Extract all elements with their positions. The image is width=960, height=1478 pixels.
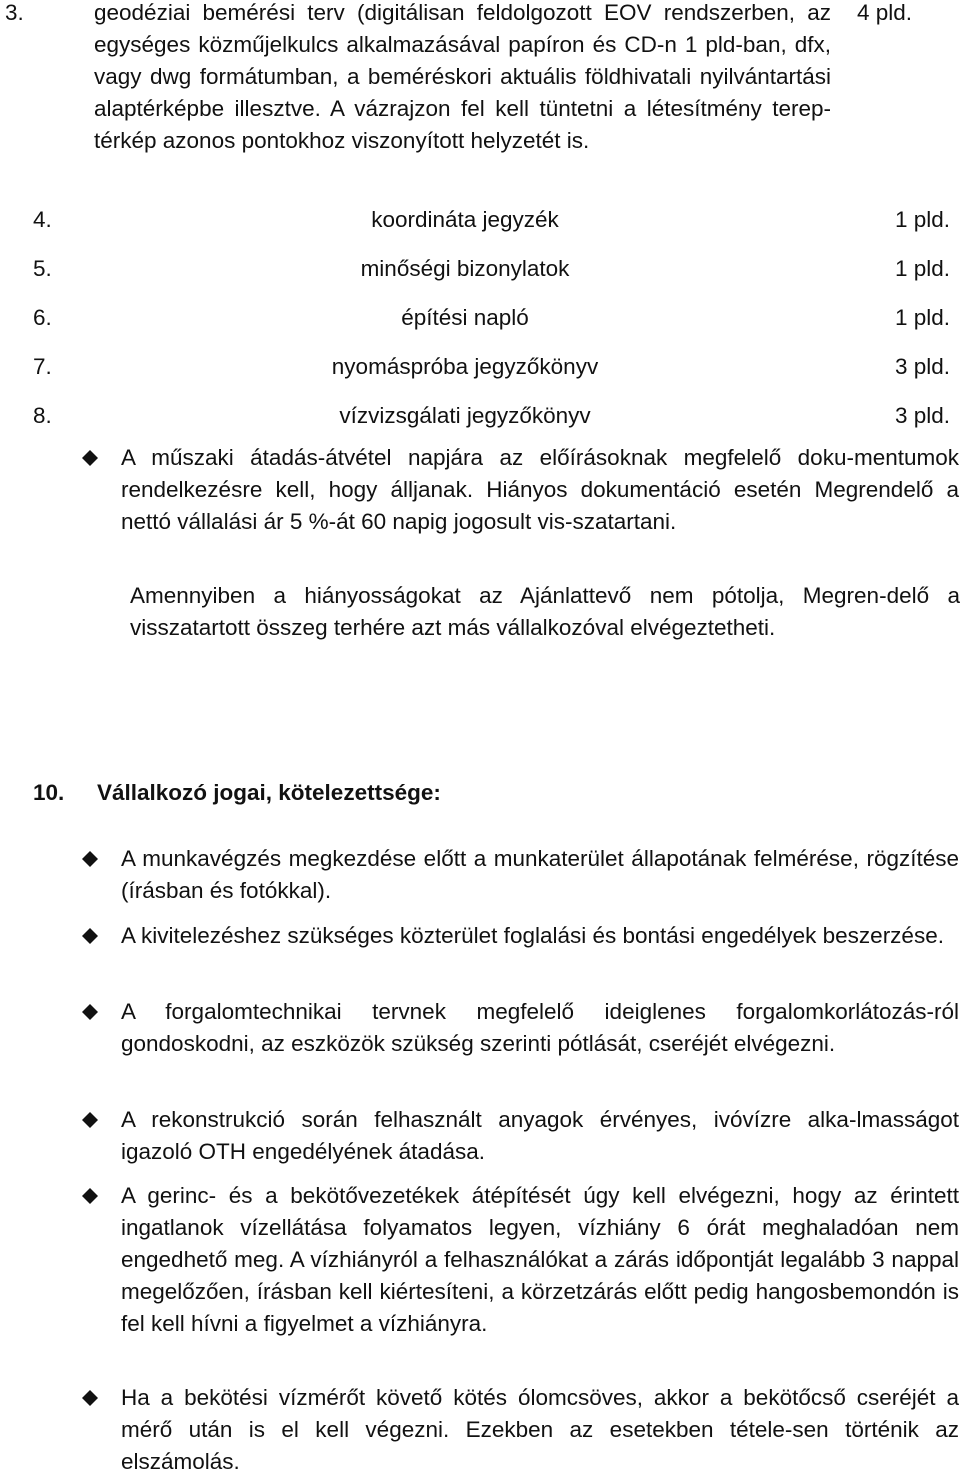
list-item	[0, 302, 950, 334]
diamond-bullet-icon	[74, 996, 106, 1028]
bullet-text: A műszaki átadás-átvétel napjára az előírásoknak megfelelő doku-mentumok rendelkezésre kell, hogy álljanak. Hiányos dokumentáció esetén Megrendelő a nettó vállalási ár 5 %-át 60 napig jogosult vis-szatartani.	[121, 445, 959, 534]
list-item	[0, 400, 950, 432]
item-number: 3.	[5, 0, 24, 25]
item-quantity: 1 pld.	[894, 207, 950, 232]
item-number: 4.	[33, 207, 52, 232]
list-item	[0, 204, 950, 236]
item-number: 6.	[33, 305, 52, 330]
bullet-text: A munkavégzés megkezdése előtt a munkaterület állapotának felmérése, rögzítése (írásban és fotókkal).	[121, 846, 959, 903]
item-quantity: 3 pld.	[894, 403, 950, 428]
bullet-text: A gerinc- és a bekötővezetékek átépítését úgy kell elvégezni, hogy az érintett ingatlanok vízellátása folyamatos legyen, vízhiány 6 órát meghaladóan nem engedhető meg. A vízhiányról a felhasználókat a zárás időpontját legalább 3 nappal megelőzően, írásban kell kiértesíteni, a körzetzárás előtt pedig hangosbemondón is fel kell hívni a figyelmet a vízhiányra.	[121, 1183, 959, 1336]
diamond-bullet-icon	[74, 1382, 106, 1414]
section-number: 10.	[33, 780, 65, 805]
list-item	[0, 253, 950, 285]
item-name: minőségi bizonylatok	[360, 256, 570, 281]
bullet-text: A kivitelezéshez szükséges közterület foglalási és bontási engedélyek beszerzése.	[121, 923, 944, 948]
bullet-text: A forgalomtechnikai tervnek megfelelő ideiglenes forgalomkorlátozás-ról gondoskodni, az eszközök szükség szerinti pótlását, cseréjét elvégezni.	[121, 999, 959, 1056]
item-name: építési napló	[401, 305, 529, 330]
item-name: vízvizsgálati jegyzőkönyv	[339, 403, 591, 428]
item-text: geodéziai bemérési terv (digitálisan feldolgozott EOV rendszerben, az egységes közműjelkulcs alkalmazásával papíron és CD-n 1 pld-ban, dfx, vagy dwg formátumban, a beméréskori aktuális földhivatali nyilvántartási alaptérképbe illesztve. A vázrajzon fel kell tüntetni a létesítmény terep-térkép azonos pontokhoz viszonyított helyzetét is.	[94, 0, 831, 153]
item-quantity: 4 pld.	[857, 0, 913, 25]
diamond-bullet-icon	[74, 843, 106, 875]
item-number: 8.	[33, 403, 52, 428]
diamond-bullet-icon	[74, 442, 106, 474]
item-quantity: 1 pld.	[894, 256, 950, 281]
item-name: nyomáspróba jegyzőkönyv	[331, 354, 599, 379]
section-title: Vállalkozó jogai, kötelezettsége:	[97, 780, 441, 805]
item-number: 7.	[33, 354, 52, 379]
diamond-bullet-icon	[74, 920, 106, 952]
item-quantity: 1 pld.	[894, 305, 950, 330]
item-name: koordináta jegyzék	[371, 207, 559, 232]
item-quantity: 3 pld.	[894, 354, 950, 379]
item-number: 5.	[33, 256, 52, 281]
bullet-text: A rekonstrukció során felhasznált anyagok érvényes, ivóvízre alka-lmasságot igazoló OTH engedélyének átadása.	[121, 1107, 959, 1164]
diamond-bullet-icon	[74, 1104, 106, 1136]
diamond-bullet-icon	[74, 1180, 106, 1212]
list-item	[0, 351, 950, 383]
paragraph: Amennyiben a hiányosságokat az Ajánlattevő nem pótolja, Megren-delő a visszatartott összeg terhére azt más vállalkozóval elvégeztetheti.	[130, 583, 960, 640]
bullet-text: Ha a bekötési vízmérőt követő kötés ólomcsöves, akkor a bekötőcső cseréjét a mérő után is el kell végezni. Ezekben az esetekben tétele-sen történik az elszámolás.	[121, 1385, 959, 1474]
section-heading	[33, 777, 441, 809]
